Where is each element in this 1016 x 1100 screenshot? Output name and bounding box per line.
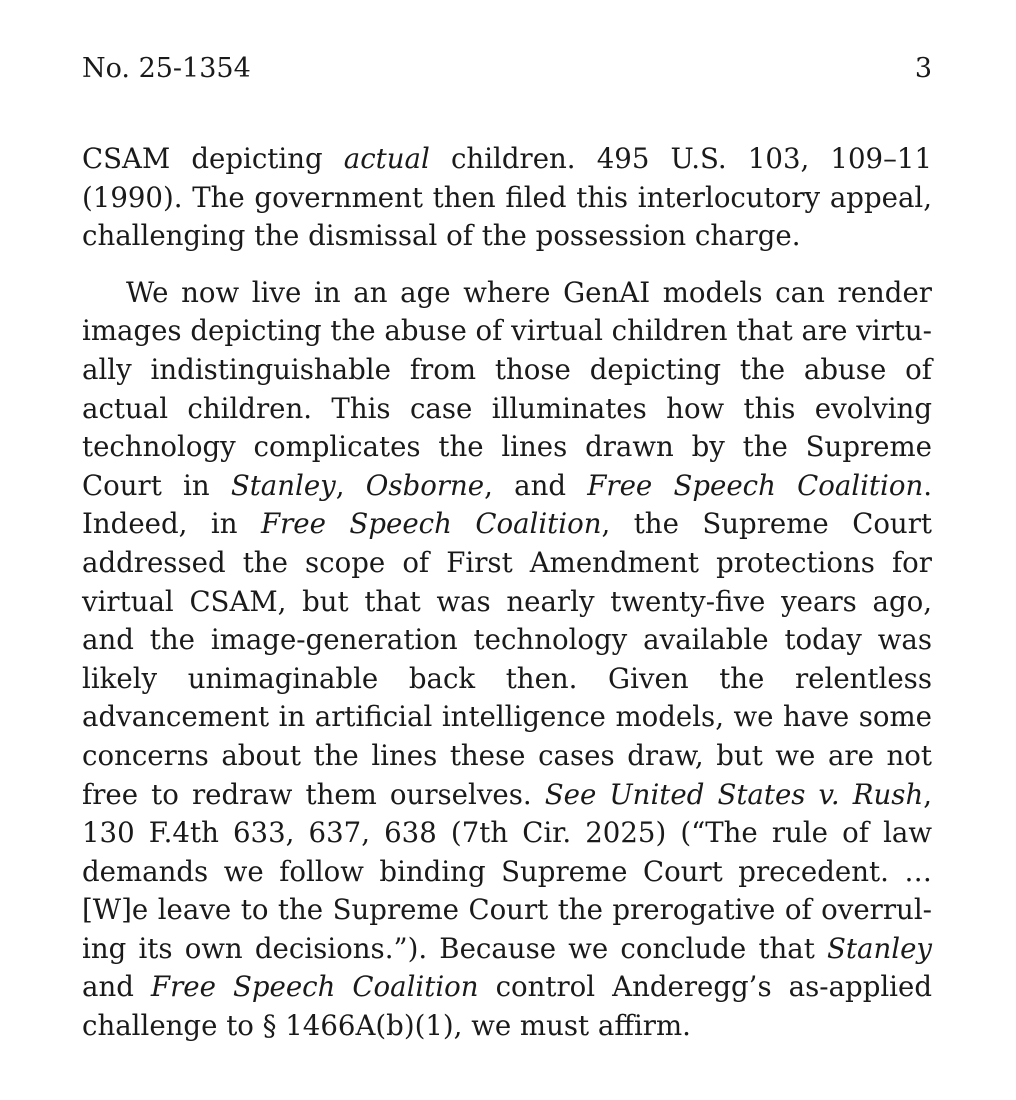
case-name-free-speech-coalition: Free Speech Coalition (587, 468, 924, 502)
case-name-free-speech-coalition: Free Speech Coalition (260, 507, 602, 541)
emphasis: actual (343, 142, 430, 175)
case-name-stanley: Stanley (230, 468, 336, 502)
citation-rush: See United States v. Rush (544, 777, 924, 811)
running-header (82, 52, 932, 86)
opinion-body (82, 140, 932, 1046)
case-name-free-speech-coalition: Free Speech Coalition (150, 970, 479, 1004)
case-name-stanley: Stanley (827, 931, 932, 965)
case-number: No. 25-1354 (82, 53, 251, 84)
page-number: 3 (914, 53, 932, 84)
paragraph-continued: CSAM depicting actual children. 495 U.S. 103, 109–11 (1990). The government then filed this interlocutory appeal, challenging the dismissal of the possession charge. (82, 142, 933, 253)
case-name-osborne: Osborne (365, 468, 485, 502)
paragraph-main: We now live in an age where GenAI models can render images depicting the abuse of virtual children that are virtually indistinguishable from those depicting the abuse of actual children. This case illuminates how this evolving technology complicates the lines drawn by the Supreme Court in Stanley, Osborne, and Free Speech Coalition. Indeed, in Free Speech Coalition, the Supreme Court addressed the scope of First Amendment protections for virtual CSAM, but that was nearly twenty-five years ago, and the image-generation technology available today was likely unimaginable back then. Given the relentless advancement in artificial intelligence models, we have some concerns about the lines these cases draw, but we are not free to redraw them ourselves. See United States v. Rush, 130 F.4th 633, 637, 638 (7th Cir. 2025) (“The rule of law demands we follow binding Supreme Court precedent. … [W]e leave to the Supreme Court the prerogative of overruling its own decisions.”). Because we conclude that Stanley and Free Speech Coalition control Anderegg’s as-applied challenge to § 1466A(b)(1), we must affirm. (82, 275, 933, 1043)
